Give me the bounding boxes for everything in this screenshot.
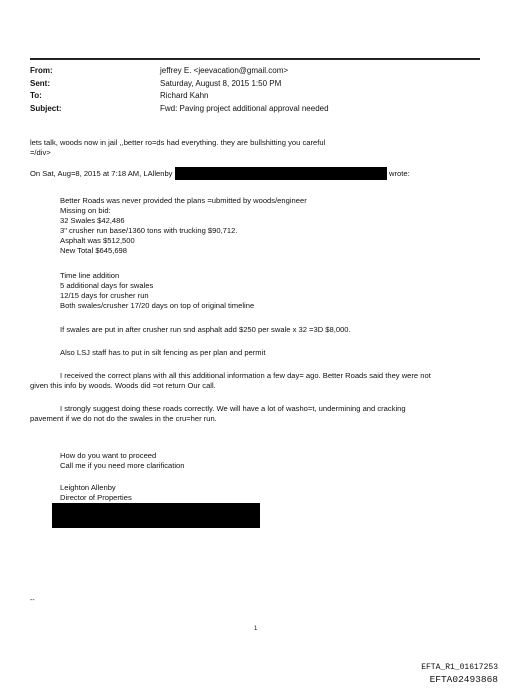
from-value: jeffrey E. <jeevacation@gmail.com> [160, 66, 289, 75]
from-label: From: [30, 66, 53, 75]
subject-row [30, 103, 329, 116]
signature-name: Leighton Allenby [60, 483, 116, 492]
page-number: 1 [254, 626, 258, 632]
bates-ref-2: EFTA02493868 [429, 674, 498, 685]
body-line: 5 additional days for swales [60, 281, 154, 290]
sent-row [30, 78, 329, 91]
to-value: Richard Kahn [160, 91, 209, 100]
body-line: Asphalt was $512,500 [60, 236, 135, 245]
subject-value: Fwd: Paving project additional approval needed [160, 103, 329, 113]
quote-header-suffix: wrote: [389, 169, 410, 178]
email-header [30, 65, 329, 115]
quote-header-prefix: On Sat, Aug=8, 2015 at 7:18 AM, LAllenby [30, 169, 173, 178]
redaction-bar-signature [52, 503, 260, 528]
subject-label: Subject: [30, 103, 62, 113]
body-line: given this info by woods. Woods did =ot return Our call. [30, 381, 216, 390]
body-line: 3" crusher run base/1360 tons with trucking $90,712. [60, 226, 238, 235]
body-line: If swales are put in after crusher run snd asphalt add $250 per swale x 32 =3D $8,000. [60, 325, 351, 334]
body-line: I received the correct plans with all this additional information a few day= ago. Better Roads said they were not [60, 371, 431, 380]
to-row [30, 90, 329, 103]
body-line: pavement if we do not do the swales in the cru=her run. [30, 414, 217, 423]
body-line: Call me if you need more clarification [60, 461, 185, 470]
body-line: Also LSJ staff has to put in silt fencing as per plan and permit [60, 348, 266, 357]
body-line: Time line addition [60, 271, 120, 280]
sent-value: Saturday, August 8, 2015 1:50 PM [160, 78, 282, 88]
body-line: How do you want to proceed [60, 451, 157, 460]
body-line: New Total $645,698 [60, 246, 127, 255]
body-line: Missing on bid: [60, 206, 111, 215]
intro-line-1: lets talk, woods now in jail ,,better ro=ds had everything. they are bullshitting you careful [30, 138, 326, 147]
body-line: Both swales/crusher 17/20 days on top of original timeline [60, 301, 255, 310]
from-row [30, 65, 329, 78]
header-rule [30, 58, 480, 60]
dashes: -- [30, 597, 35, 604]
redaction-bar-email [175, 167, 387, 180]
body-line: 32 Swales $42,486 [60, 216, 125, 225]
body-line: 12/15 days for crusher run [60, 291, 149, 300]
sent-label: Sent: [30, 78, 50, 88]
body-line: I strongly suggest doing these roads correctly. We will have a lot of washo=t, undermining and cracking [60, 404, 406, 413]
body-line: Better Roads was never provided the plans =ubmitted by woods/engineer [60, 196, 307, 205]
bates-ref-1: EFTA_R1_01617253 [421, 663, 498, 672]
signature-title: Director of Properties [60, 493, 132, 502]
to-label: To: [30, 91, 42, 100]
intro-line-2: =/div> [30, 148, 51, 157]
